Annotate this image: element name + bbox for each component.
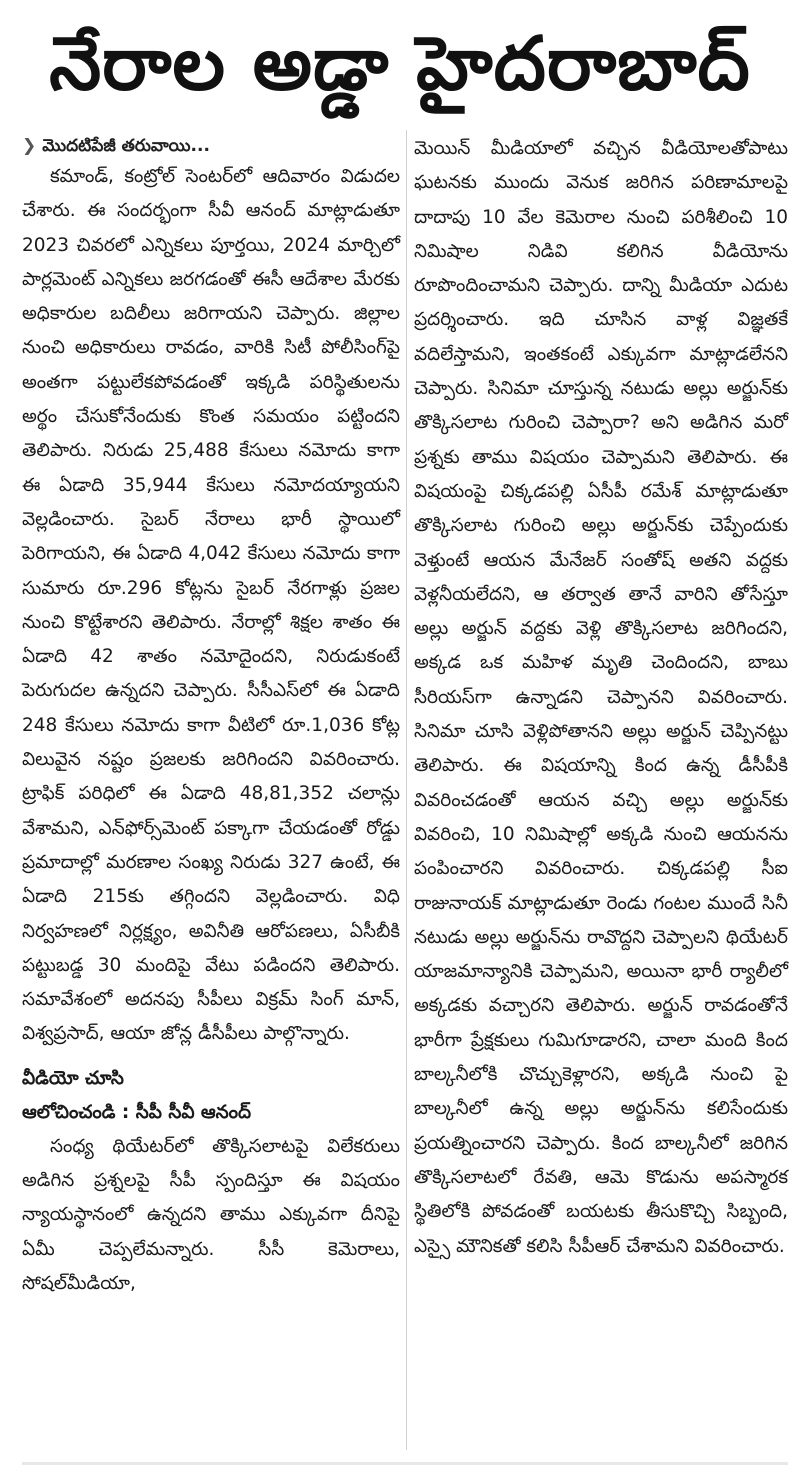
continuation-text: మొదటిపేజీ తరువాయి...: [42, 136, 210, 156]
bottom-divider: [22, 1462, 788, 1465]
subhead-video: వీడియో చూసి: [22, 1067, 124, 1089]
left-column: [22, 132, 400, 1301]
headline: నేరాల అడ్డా హైదరాబాద్: [49, 21, 751, 107]
right-paragraph: మెయిన్ మీడియాలో వచ్చిన వీడియోలతోపాటు ఘటనకు ముందు వెనుక జరిగిన పరిణామాలపై దాదాపు 10 వేల కెమెరాల నుంచి పరిశీలించి 10 నిమిషాల నిడివి కలిగిన వీడియోను రూపొందించామని చెప్పారు. దాన్ని మీడియా ఎదుట ప్రదర్శించారు. ఇది చూసిన వాళ్ల విజ్ఞతకే వదిలేస్తామని, ఇంతకంటే ఎక్కువగా మాట్లాడలేనని చెప్పారు. సినిమా చూస్తున్న నటుడు అల్లు అర్జున్‌కు తొక్కిసలాట గురించి చెప్పారా? అని అడిగిన మరో ప్రశ్నకు తాము విషయం చెప్పామని తెలిపారు. ఈ విషయంపై చిక్కడపల్లి ఏసీపీ రమేశ్ మాట్లాడుతూ తొక్కిసలాట గురించి అల్లు అర్జున్‌కు చెప్పేందుకు వెళ్తుంటే ఆయన మేనేజర్ సంతోష్ అతని వద్దకు వెళ్లనీయలేదని, ఆ తర్వాత తానే వారిని తోసేస్తూ అల్లు అర్జున్ వద్దకు వెళ్లి తొక్కిసలాట జరిగిందని, అక్కడ ఒక మహిళ మృతి చెందిందని, బాబు సీరియస్‌గా ఉన్నాడని చెప్పానని వివరించారు. సినిమా చూసి వెళ్లిపోతానని అల్లు అర్జున్ చెప్పినట్టు తెలిపారు. ఈ విషయాన్ని కింద ఉన్న డీసీపీకి వివరించడంతో ఆయన వచ్చి అల్లు అర్జున్‌కు వివరించి, 10 నిమిషాల్లో అక్కడి నుంచి ఆయనను పంపించారని వివరించారు. చిక్కడపల్లి సీఐ రాజునాయక్ మాట్లాడుతూ రెండు గంటల ముందే సినీ నటుడు అల్లు అర్జున్‌ను రావొద్దని చెప్పాలని థియేటర్ యాజమాన్యానికి చెప్పామని, అయినా భారీ ర్యాలీలో అక్కడకు వచ్చారని తెలిపారు. అర్జున్ రావడంతోనే భారీగా ప్రేక్షకులు గుమిగూడారని, చాలా మంది కింద బాల్కనీలోకి చొచ్చుకెళ్లారని, అక్కడి నుంచి పై బాల్కనీలో ఉన్న అల్లు అర్జున్‌ను కలిసేందుకు ప్రయత్నించారని చెప్పారు. కింద బాల్కనీలో జరిగిన తొక్కిసలాటలో రేవతి, ఆమె కొడును అపస్మారక స్థితిలోకి పోవడంతో బయటకు తీసుకొచ్చి సిబ్బంది, ఎస్సై మౌనికతో కలిసి సీపీఆర్ చేశామని వివరించారు.: [414, 138, 788, 1257]
column-divider: [406, 130, 407, 1450]
subhead-think: ఆలోచించండి : సీపీ సీవీ ఆనంద్: [22, 1101, 252, 1123]
continuation-line: [22, 132, 400, 160]
right-column: [414, 132, 788, 1264]
left-paragraph-1: కమాండ్, కంట్రోల్ సెంటర్‌లో ఆదివారం విడుదల చేశారు. ఈ సందర్భంగా సీవీ ఆనంద్ మాట్లాడుతూ 2023 చివరలో ఎన్నికలు పూర్తయి, 2024 మార్చిలో పార్లమెంట్ ఎన్నికలు జరగడంతో ఈసీ ఆదేశాల మేరకు అధికారుల బదిలీలు జరిగాయని చెప్పారు. జిల్లాల నుంచి అధికారులు రావడం, వారికి సిటీ పోలీసింగ్‌పై అంతగా పట్టులేకపోవడంతో ఇక్కడి పరిస్థితులను అర్థం చేసుకోనేందుకు కొంత సమయం పట్టిందని తెలిపారు. నిరుడు 25,488 కేసులు నమోదు కాగా ఈ ఏడాది 35,944 కేసులు నమోదయ్యాయని వెల్లడించారు. సైబర్ నేరాలు భారీ స్థాయిలో పెరిగాయని, ఈ ఏడాది 4,042 కేసులు నమోదు కాగా సుమారు రూ.296 కోట్లను సైబర్ నేరగాళ్లు ప్రజల నుంచి కొట్టేశారని తెలిపారు. నేరాల్లో శిక్షల శాతం ఈ ఏడాది 42 శాతం నమోదైందని, నిరుడుకంటే పెరుగుదల ఉన్నదని చెప్పారు. సీసీఎస్‌లో ఈ ఏడాది 248 కేసులు నమోదు కాగా వీటిలో రూ.1,036 కోట్ల విలువైన నష్టం ప్రజలకు జరిగిందని వివరించారు. ట్రాఫిక్ పరిధిలో ఈ ఏడాది 48,81,352 చలాన్లు వేశామని, ఎన్‌ఫోర్స్‌మెంట్ పక్కాగా చేయడంతో రోడ్డు ప్రమాదాల్లో మరణాల సంఖ్య నిరుడు 327 ఉంటే, ఈ ఏడాది 215కు తగ్గిందని వెల్లడించారు. విధి నిర్వహణలో నిర్లక్ష్యం, అవినీతి ఆరోపణలు, ఏసీబీకి పట్టుబడ్డ 30 మందిపై వేటు పడిందని తెలిపారు. సమావేశంలో అదనపు సీపీలు విక్రమ్ సింగ్ మాన్, విశ్వప్రసాద్, ఆయా జోన్ల డీసీపీలు పాల్గొన్నారు.: [22, 166, 400, 1045]
left-paragraph-2: సంధ్య థియేటర్‌లో తొక్కిసలాటపై విలేకరులు అడిగిన ప్రశ్నలపై సీపీ స్పందిస్తూ ఈ విషయం న్యాయస్థానంలో ఉన్నదని తాము ఎక్కువగా దీనిపై ఏమీ చెప్పలేమన్నారు. సీసీ కెమెరాలు, సోషల్‌మీడియా,: [22, 1135, 400, 1294]
chevron-right-icon: ❯: [22, 136, 37, 156]
